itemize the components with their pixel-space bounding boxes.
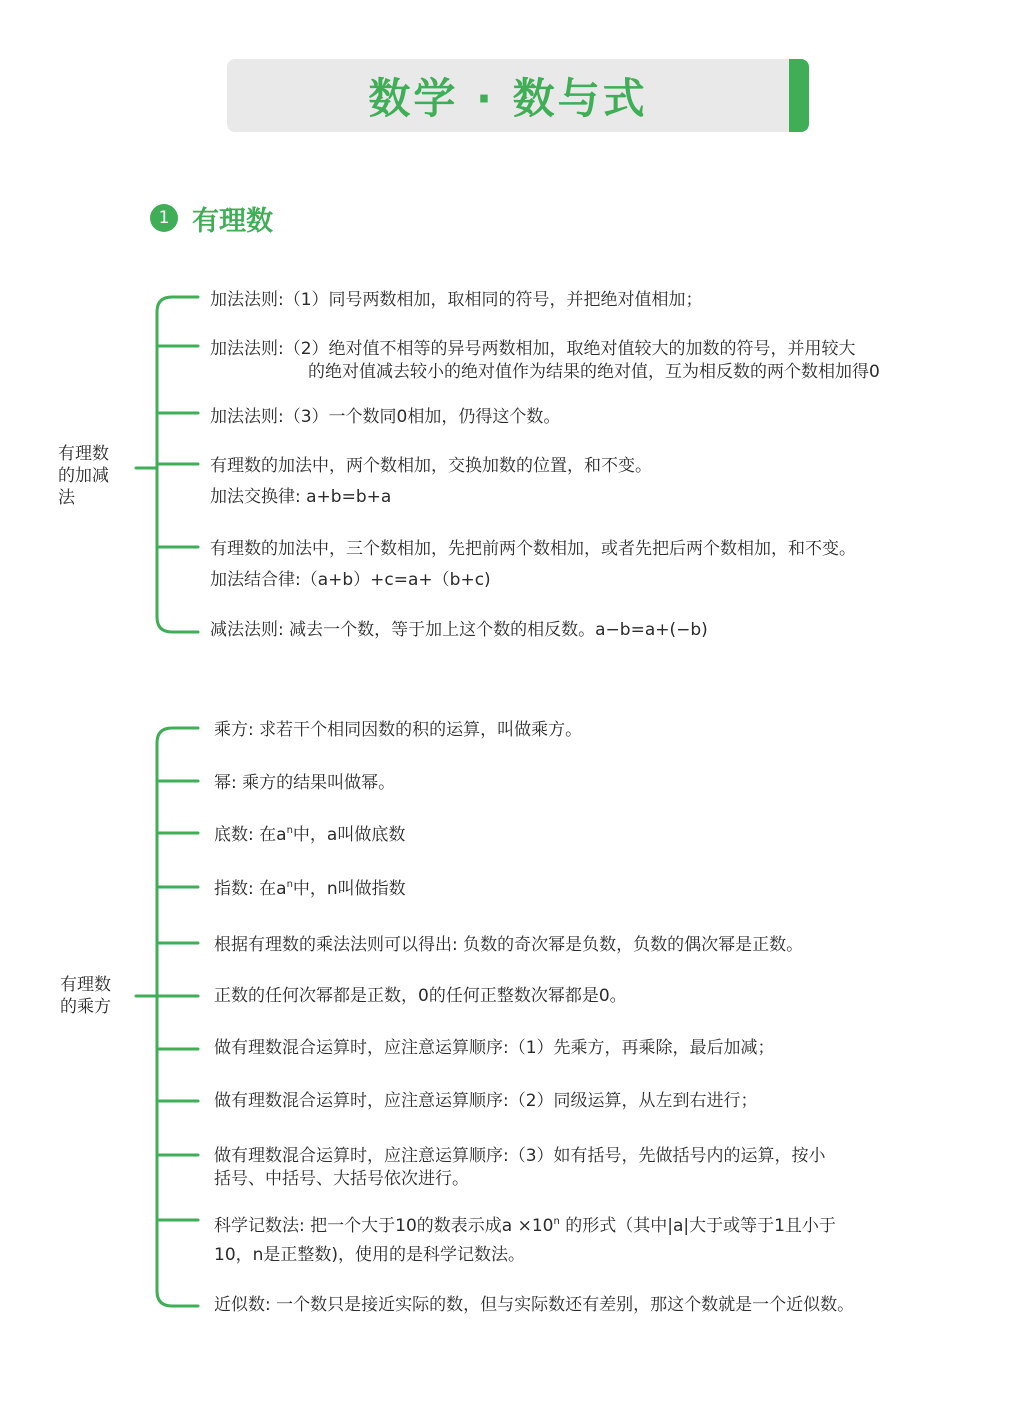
rule-item bbox=[214, 934, 803, 957]
rule-item bbox=[214, 1145, 826, 1191]
rule-text: 中，a叫做底数 bbox=[292, 825, 406, 845]
rule-item bbox=[214, 985, 627, 1008]
exponent: n bbox=[286, 825, 293, 836]
rule-text: 底数: 在a bbox=[214, 825, 287, 845]
rule-item bbox=[210, 289, 703, 312]
rule-text: 加法法则:（2）绝对值不相等的异号两数相加，取绝对值较大的加数的符号，并用较大 bbox=[210, 339, 856, 359]
rule-text: 指数: 在a bbox=[214, 879, 287, 899]
rule-text: 有理数的加法中，两个数相加，交换加数的位置，和不变。 bbox=[210, 456, 652, 476]
rule-item bbox=[210, 619, 708, 642]
law-formula: 加法结合律:（a+b）+c=a+（b+c) bbox=[210, 570, 491, 590]
group2-label-line: 有理数 bbox=[60, 975, 111, 995]
rule-text: 加法法则:（3）一个数同0相加，仍得这个数。 bbox=[210, 407, 561, 427]
group2-label bbox=[60, 974, 111, 1018]
rule-item bbox=[210, 406, 560, 429]
rule-text: 中，n叫做指数 bbox=[292, 879, 406, 899]
group1-label-line: 法 bbox=[58, 488, 75, 508]
law-formula: 加法交换律: a+b=b+a bbox=[210, 487, 392, 507]
rule-item bbox=[214, 772, 395, 795]
rule-text: 科学记数法: 把一个大于10的数表示成a ×10 bbox=[214, 1216, 554, 1236]
rule-item bbox=[214, 1037, 775, 1060]
rule-text: 加法法则:（1）同号两数相加，取相同的符号，并把绝对值相加； bbox=[210, 290, 703, 310]
exponent: n bbox=[286, 879, 293, 890]
rule-text: 正数的任何次幂都是正数，0的任何正整数次幂都是0。 bbox=[214, 986, 627, 1006]
rule-item bbox=[210, 538, 856, 592]
rule-text: 做有理数混合运算时，应注意运算顺序:（3）如有括号，先做括号内的运算，按小 bbox=[214, 1146, 826, 1166]
rule-item bbox=[210, 338, 880, 384]
group2-label-line: 的乘方 bbox=[60, 997, 111, 1017]
rule-text: 近似数: 一个数只是接近实际的数，但与实际数还有差别，那这个数就是一个近似数。 bbox=[214, 1295, 855, 1315]
rule-text: 的形式（其中|a|大于或等于1且小于 bbox=[559, 1216, 836, 1236]
section-number-badge: 1 bbox=[150, 204, 178, 232]
rule-item bbox=[214, 1090, 758, 1113]
rule-item bbox=[210, 455, 652, 509]
section-title: 有理数 bbox=[192, 205, 273, 237]
rule-text: 减法法则: 减去一个数，等于加上这个数的相反数。a−b=a+(−b) bbox=[210, 620, 708, 640]
group1-label bbox=[58, 443, 109, 509]
rule-text: 做有理数混合运算时，应注意运算顺序:（1）先乘方，再乘除，最后加减； bbox=[214, 1038, 775, 1058]
exponent: n bbox=[553, 1216, 560, 1227]
rule-item bbox=[214, 1294, 854, 1317]
rule-item bbox=[214, 1215, 836, 1267]
page-title: 数学 · 数与式 bbox=[368, 73, 648, 123]
group1-label-line: 有理数 bbox=[58, 444, 109, 464]
rule-text: 做有理数混合运算时，应注意运算顺序:（2）同级运算，从左到右进行； bbox=[214, 1091, 758, 1111]
rule-item bbox=[214, 824, 405, 847]
rule-text: 根据有理数的乘法法则可以得出: 负数的奇次幂是负数，负数的偶次幂是正数。 bbox=[214, 935, 804, 955]
rule-text-continued: 10，n是正整数)，使用的是科学记数法。 bbox=[214, 1245, 526, 1265]
rule-text-continued: 括号、中括号、大括号依次进行。 bbox=[214, 1169, 469, 1189]
rule-text: 乘方: 求若干个相同因数的积的运算，叫做乘方。 bbox=[214, 720, 583, 740]
group1-label-line: 的加减 bbox=[58, 466, 109, 486]
rule-text: 有理数的加法中，三个数相加，先把前两个数相加，或者先把后两个数相加，和不变。 bbox=[210, 539, 856, 559]
rule-text-continued: 的绝对值减去较小的绝对值作为结果的绝对值，互为相反数的两个数相加得0 bbox=[308, 362, 880, 382]
rule-text: 幂: 乘方的结果叫做幂。 bbox=[214, 773, 396, 793]
rule-item bbox=[214, 878, 406, 901]
rule-item bbox=[214, 719, 582, 742]
